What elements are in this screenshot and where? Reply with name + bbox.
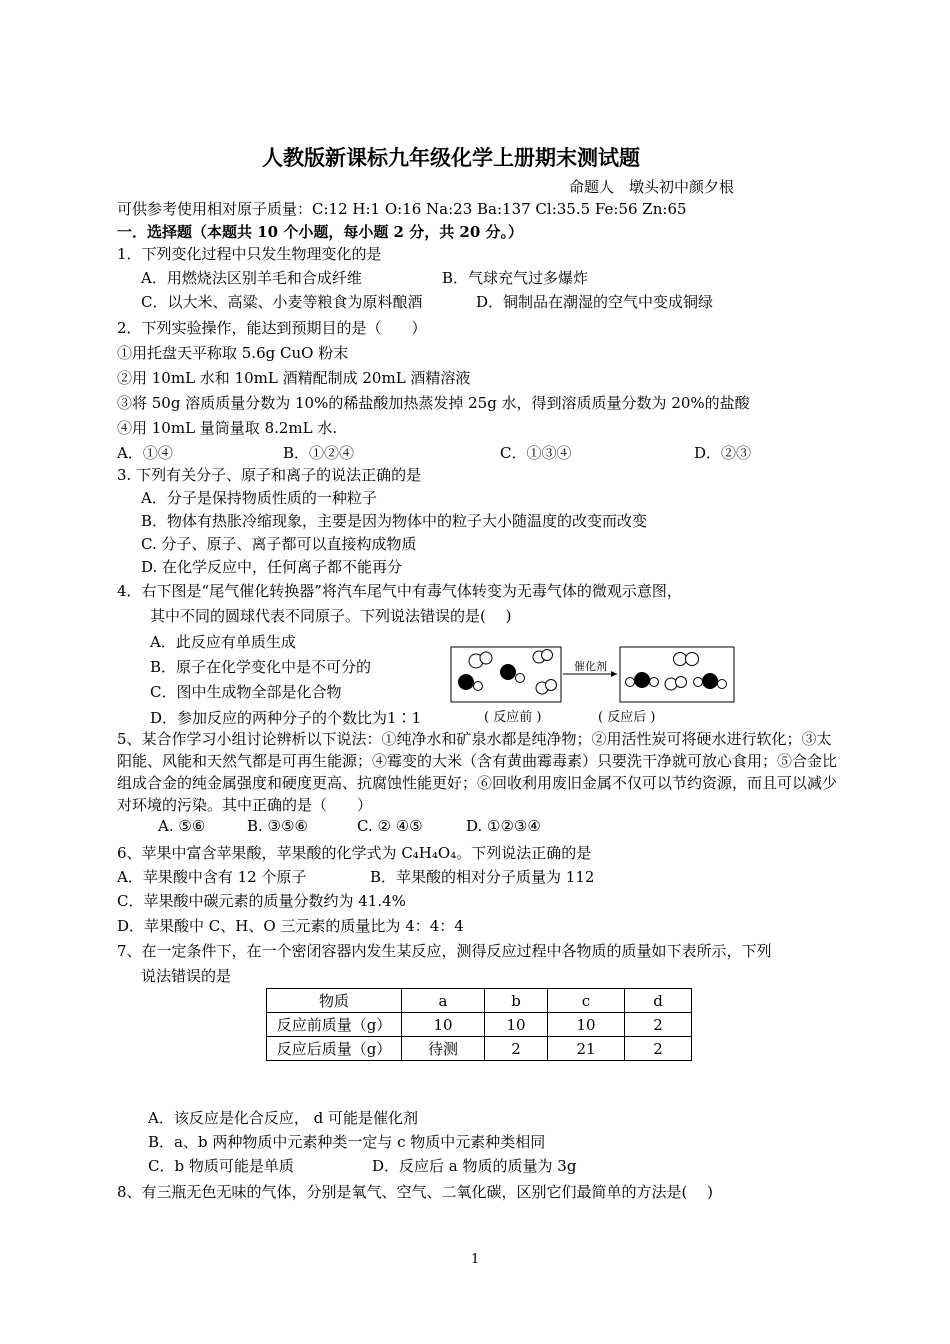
table-cell: 2 — [625, 1037, 692, 1061]
table-cell: 2 — [485, 1037, 548, 1061]
question-1-stem: 1．下列变化过程中只发生物理变化的是 — [117, 245, 382, 263]
atom-white — [665, 678, 677, 690]
question-4-option-a: A．此反应有单质生成 — [150, 633, 296, 651]
table-row — [267, 1013, 692, 1037]
table-header-cell: a — [402, 989, 485, 1013]
question-2-item-3: ③将 50g 溶质质量分数为 10%的稀盐酸加热蒸发掉 25g 水，得到溶质质量分数为 20%的盐酸 — [117, 394, 750, 412]
atomic-mass-line: 可供参考使用相对原子质量：C:12 H:1 O:16 Na:23 Ba:137 Cl:35.5 Fe:56 Zn:65 — [117, 200, 687, 218]
question-6-stem: 6、苹果中富含苹果酸，苹果酸的化学式为 C₄H₄O₄。下列说法正确的是 — [117, 844, 592, 862]
question-1-option-b: B．气球充气过多爆炸 — [442, 269, 589, 287]
question-4-option-d: D．参加反应的两种分子的个数比为1∶1 — [150, 709, 422, 727]
question-4-stem-2: 其中不同的圆球代表不同原子。下列说法错误的是( ) — [150, 607, 512, 625]
page-number: 1 — [471, 1252, 480, 1267]
question-5-option-d: D. ①②③④ — [466, 817, 541, 835]
table-cell: 反应后质量（g） — [267, 1037, 402, 1061]
question-1-option-a: A．用燃烧法区别羊毛和合成纤维 — [141, 269, 362, 287]
atom-black — [500, 664, 516, 680]
question-2-option-d: D．②③ — [694, 444, 752, 462]
before-label: ( 反应前 ) — [484, 710, 542, 725]
atom-small — [650, 678, 659, 687]
page-title: 人教版新课标九年级化学上册期末测试题 — [262, 146, 640, 170]
question-2-item-1: ①用托盘天平称取 5.6g CuO 粉末 — [117, 344, 349, 362]
atom-black — [702, 673, 718, 689]
after-label: ( 反应后 ) — [598, 710, 656, 725]
question-4-option-c: C．图中生成物全部是化合物 — [150, 683, 342, 701]
table-header-cell: b — [485, 989, 548, 1013]
question-2-option-c: C．①③④ — [500, 444, 572, 462]
atom-white — [546, 680, 557, 691]
mass-table — [266, 988, 692, 1061]
table-row — [267, 1037, 692, 1061]
question-7-option-a: A．该反应是化合反应， d 可能是催化剂 — [148, 1109, 418, 1127]
atom-small — [718, 680, 727, 689]
question-1-option-d: D．铜制品在潮湿的空气中变成铜绿 — [476, 293, 714, 311]
question-4-option-b: B．原子在化学变化中是不可分的 — [150, 658, 372, 676]
table-row — [267, 989, 692, 1013]
table-cell: 10 — [548, 1013, 625, 1037]
question-3-option-d: D. 在化学反应中，任何离子都不能再分 — [141, 558, 403, 576]
table-cell: 2 — [625, 1013, 692, 1037]
question-7-option-d: D．反应后 a 物质的质量为 3g — [372, 1157, 577, 1175]
atom-small — [694, 678, 703, 687]
question-3-option-b: B．物体有热胀冷缩现象，主要是因为物体中的粒子大小随温度的改变而改变 — [141, 512, 648, 530]
catalyst-label: 催化剂 — [574, 660, 607, 673]
table-cell: 21 — [548, 1037, 625, 1061]
question-2-option-a: A．①④ — [117, 444, 173, 462]
question-6-option-c: C．苹果酸中碳元素的质量分数约为 41.4% — [117, 892, 406, 910]
atom-small — [516, 674, 525, 683]
arrow-head-icon — [611, 671, 617, 677]
table-header-cell: 物质 — [267, 989, 402, 1013]
question-2-item-4: ④用 10mL 量筒量取 8.2mL 水. — [117, 419, 338, 437]
question-7-option-b: B．a、b 两种物质中元素种类一定与 c 物质中元素种类相同 — [148, 1133, 546, 1151]
atom-white — [674, 653, 687, 666]
atom-white — [676, 677, 687, 688]
question-3-option-c: C. 分子、原子、离子都可以直接构成物质 — [141, 535, 417, 553]
question-8-stem: 8、有三瓶无色无味的气体，分别是氧气、空气、二氧化碳，区别它们最简单的方法是( ) — [117, 1183, 714, 1201]
question-6-option-a: A．苹果酸中含有 12 个原子 — [117, 868, 307, 886]
atom-black — [634, 672, 650, 688]
section-heading: 一．选择题（本题共 10 个小题，每小题 2 分，共 20 分。） — [117, 223, 524, 241]
question-5-option-b: B. ③⑤⑥ — [247, 817, 308, 835]
table-cell: 反应前质量（g） — [267, 1013, 402, 1037]
question-3-option-a: A．分子是保持物质性质的一种粒子 — [141, 489, 377, 507]
atom-small — [474, 682, 483, 691]
question-7-option-c: C．b 物质可能是单质 — [148, 1157, 294, 1175]
author-line: 命题人 墩头初中颜夕根 — [569, 178, 735, 196]
atom-black — [458, 674, 474, 690]
question-2-stem: 2．下列实验操作，能达到预期目的是（ ） — [117, 319, 427, 337]
question-7-stem: 7、在一定条件下，在一个密闭容器内发生某反应，测得反应过程中各物质的质量如下表所示，下列 — [117, 942, 772, 960]
table-header-cell: c — [548, 989, 625, 1013]
question-3-stem: 3. 下列有关分子、原子和离子的说法正确的是 — [117, 466, 422, 484]
question-4-stem: 4．右下图是“尾气催化转换器”将汽车尾气中有毒气体转变为无毒气体的微观示意图， — [117, 582, 682, 600]
question-1-option-c: C．以大米、高粱、小麦等粮食为原料酿酒 — [141, 293, 423, 311]
question-2-item-2: ②用 10mL 水和 10mL 酒精配制成 20mL 酒精溶液 — [117, 369, 471, 387]
table-cell: 10 — [402, 1013, 485, 1037]
question-5-option-c: C. ② ④⑤ — [357, 817, 423, 835]
atom-white — [686, 653, 699, 666]
table-cell: 待测 — [402, 1037, 485, 1061]
question-6-option-d: D．苹果酸中 C、H、O 三元素的质量比为 4：4：4 — [117, 917, 464, 935]
question-7-stem-2: 说法错误的是 — [141, 967, 232, 985]
question-2-option-b: B．①②④ — [283, 444, 355, 462]
question-6-option-b: B．苹果酸的相对分子质量为 112 — [370, 868, 595, 886]
table-header-cell: d — [625, 989, 692, 1013]
table-cell: 10 — [485, 1013, 548, 1037]
question-5-text: 5、某合作学习小组讨论辨析以下说法：①纯净水和矿泉水都是纯净物；②用活性炭可将硬水进行软化；③太阳能、风能和天然气都是可再生能源；④霉变的大米（含有黄曲霉毒素）只要洗干净就可放心食用；⑤合金比组成合金的纯金属强度和硬度更高、抗腐蚀性能更好；⑥回收利用废旧金属不仅可以节约资源，而且可以减少对环境的污染。其中正确的是（ ） — [117, 730, 838, 814]
atom-small — [626, 678, 635, 687]
atom-white — [480, 652, 492, 664]
question-5-option-a: A. ⑤⑥ — [158, 817, 206, 835]
atom-white — [542, 650, 553, 661]
